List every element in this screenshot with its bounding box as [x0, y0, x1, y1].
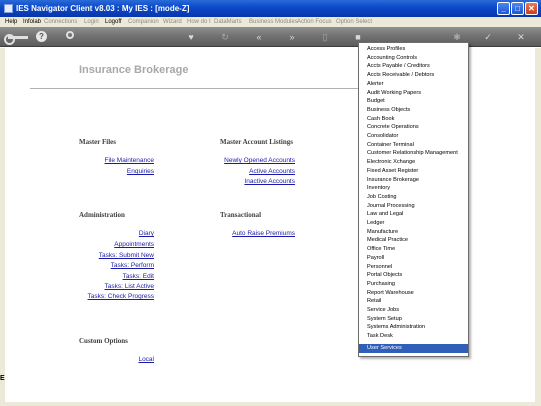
- dropdown-item[interactable]: System Setup: [367, 315, 402, 322]
- link-file-maintenance[interactable]: File Maintenance: [104, 157, 154, 164]
- dropdown-item[interactable]: Audit Working Papers: [367, 89, 421, 96]
- side-tab-label[interactable]: E: [0, 375, 5, 382]
- menu-bar: [0, 17, 541, 27]
- search-icon[interactable]: [66, 31, 74, 39]
- back-icon[interactable]: «: [256, 32, 262, 42]
- dropdown-item[interactable]: Systems Administration: [367, 324, 426, 331]
- section-title-custom-options: Custom Options: [79, 337, 128, 345]
- dropdown-item[interactable]: Business Objects: [367, 106, 411, 113]
- dropdown-item[interactable]: Customer Relationship Management: [367, 150, 458, 157]
- menu-datamarts[interactable]: DataMarts: [214, 19, 242, 25]
- link-tasks-edit[interactable]: Tasks: Edit: [122, 273, 154, 280]
- section-title-transactional: Transactional: [220, 211, 262, 219]
- section-title-administration: Administration: [79, 211, 125, 219]
- dropdown-item[interactable]: Fixed Asset Register: [367, 167, 419, 174]
- dropdown-item[interactable]: Container Terminal: [367, 141, 414, 148]
- link-diary[interactable]: Diary: [138, 230, 154, 237]
- dropdown-item[interactable]: Inventory: [367, 185, 391, 192]
- link-inactive-accounts[interactable]: Inactive Accounts: [244, 178, 295, 185]
- link-enquiries[interactable]: Enquiries: [126, 168, 154, 175]
- page-icon[interactable]: ▯: [322, 32, 328, 42]
- dropdown-item[interactable]: Accounting Controls: [367, 54, 418, 61]
- menu-connections[interactable]: Connections: [44, 19, 78, 25]
- dropdown-item[interactable]: Consolidator: [367, 133, 399, 139]
- close-button[interactable]: ✕: [525, 2, 538, 15]
- dropdown-item[interactable]: Report Warehouse: [367, 289, 414, 296]
- dropdown-item[interactable]: Insurance Brokerage: [367, 176, 419, 183]
- link-tasks-check-progress[interactable]: Tasks: Check Progress: [87, 293, 154, 300]
- link-local[interactable]: Local: [138, 356, 154, 363]
- minimize-button[interactable]: _: [497, 2, 510, 15]
- bottom-frame: [0, 402, 541, 406]
- menu-how-do-i[interactable]: How do I: [187, 19, 211, 25]
- dropdown-item[interactable]: Journal Processing: [367, 202, 415, 209]
- app-icon: [4, 4, 13, 13]
- heart-icon[interactable]: ♥: [188, 32, 194, 42]
- menu-logoff[interactable]: Logoff: [105, 19, 122, 25]
- dropdown-item[interactable]: Ledger: [367, 220, 385, 226]
- link-newly-opened-accounts[interactable]: Newly Opened Accounts: [224, 157, 295, 164]
- menu-business-modules[interactable]: Business Modules: [249, 19, 298, 25]
- dropdown-item[interactable]: Cash Book: [367, 115, 395, 122]
- right-frame: [535, 48, 541, 406]
- close-icon[interactable]: ✕: [517, 32, 525, 42]
- maximize-button[interactable]: □: [511, 2, 524, 15]
- dropdown-item[interactable]: Law and Legal: [367, 211, 404, 218]
- business-modules-dropdown: [358, 42, 469, 357]
- dropdown-item[interactable]: Accts Payable / Creditors: [367, 63, 430, 70]
- dropdown-item[interactable]: Retail: [367, 298, 382, 305]
- menu-help[interactable]: Help: [5, 19, 18, 25]
- gear-icon[interactable]: ✱: [453, 32, 461, 42]
- help-icon[interactable]: ?: [36, 31, 47, 42]
- key-icon[interactable]: [8, 36, 28, 39]
- dropdown-item[interactable]: Job Costing: [367, 193, 397, 200]
- forward-icon[interactable]: »: [289, 32, 295, 42]
- save-icon[interactable]: ■: [355, 32, 361, 42]
- dropdown-item[interactable]: Office Time: [367, 246, 396, 253]
- title-divider: [30, 88, 360, 89]
- section-title-master-files: Master Files: [79, 138, 116, 146]
- menu-option-select[interactable]: Option Select: [336, 19, 373, 25]
- dropdown-item[interactable]: Budget: [367, 98, 385, 105]
- link-auto-raise-premiums[interactable]: Auto Raise Premiums: [232, 230, 295, 237]
- dropdown-item[interactable]: Task Desk: [367, 333, 393, 340]
- window-title: IES Navigator Client v8.03 : My IES : [mode-Z]: [16, 4, 190, 13]
- dropdown-item[interactable]: Electronic Xchange: [367, 159, 416, 166]
- dropdown-item[interactable]: Portal Objects: [367, 272, 403, 279]
- menu-infolab[interactable]: Infolab: [23, 19, 42, 25]
- refresh-icon[interactable]: ↻: [221, 32, 229, 42]
- link-appointments[interactable]: Appointments: [114, 241, 154, 248]
- dropdown-item[interactable]: Concrete Operations: [367, 124, 419, 131]
- dropdown-item[interactable]: Manufacture: [367, 228, 399, 235]
- dropdown-item-selected[interactable]: User Services: [359, 344, 468, 353]
- menu-wizard[interactable]: Wizard: [163, 19, 182, 25]
- menu-action-focus[interactable]: Action Focus: [297, 19, 332, 25]
- dropdown-item[interactable]: Purchasing: [367, 280, 395, 287]
- dropdown-item[interactable]: Payroll: [367, 254, 385, 261]
- link-tasks-submit-new[interactable]: Tasks: Submit New: [98, 252, 154, 259]
- check-icon[interactable]: ✓: [484, 32, 492, 42]
- link-active-accounts[interactable]: Active Accounts: [249, 168, 295, 175]
- section-title-master-account-listings: Master Account Listings: [220, 138, 293, 146]
- dropdown-item[interactable]: Medical Practice: [367, 237, 409, 244]
- dropdown-item[interactable]: Accts Receivable / Debtors: [367, 72, 435, 79]
- link-tasks-perform[interactable]: Tasks: Perform: [110, 262, 154, 269]
- menu-companion[interactable]: Companion: [128, 19, 159, 25]
- dropdown-item[interactable]: Access Profiles: [367, 46, 406, 52]
- dropdown-item[interactable]: Alerter: [367, 80, 384, 87]
- page-title: Insurance Brokerage: [79, 64, 189, 76]
- dropdown-item[interactable]: Service Jobs: [367, 307, 400, 313]
- dropdown-item[interactable]: Personnel: [367, 263, 393, 270]
- title-bar: [0, 0, 541, 17]
- menu-login[interactable]: Login: [84, 19, 99, 25]
- link-tasks-list-active[interactable]: Tasks: List Active: [104, 283, 154, 290]
